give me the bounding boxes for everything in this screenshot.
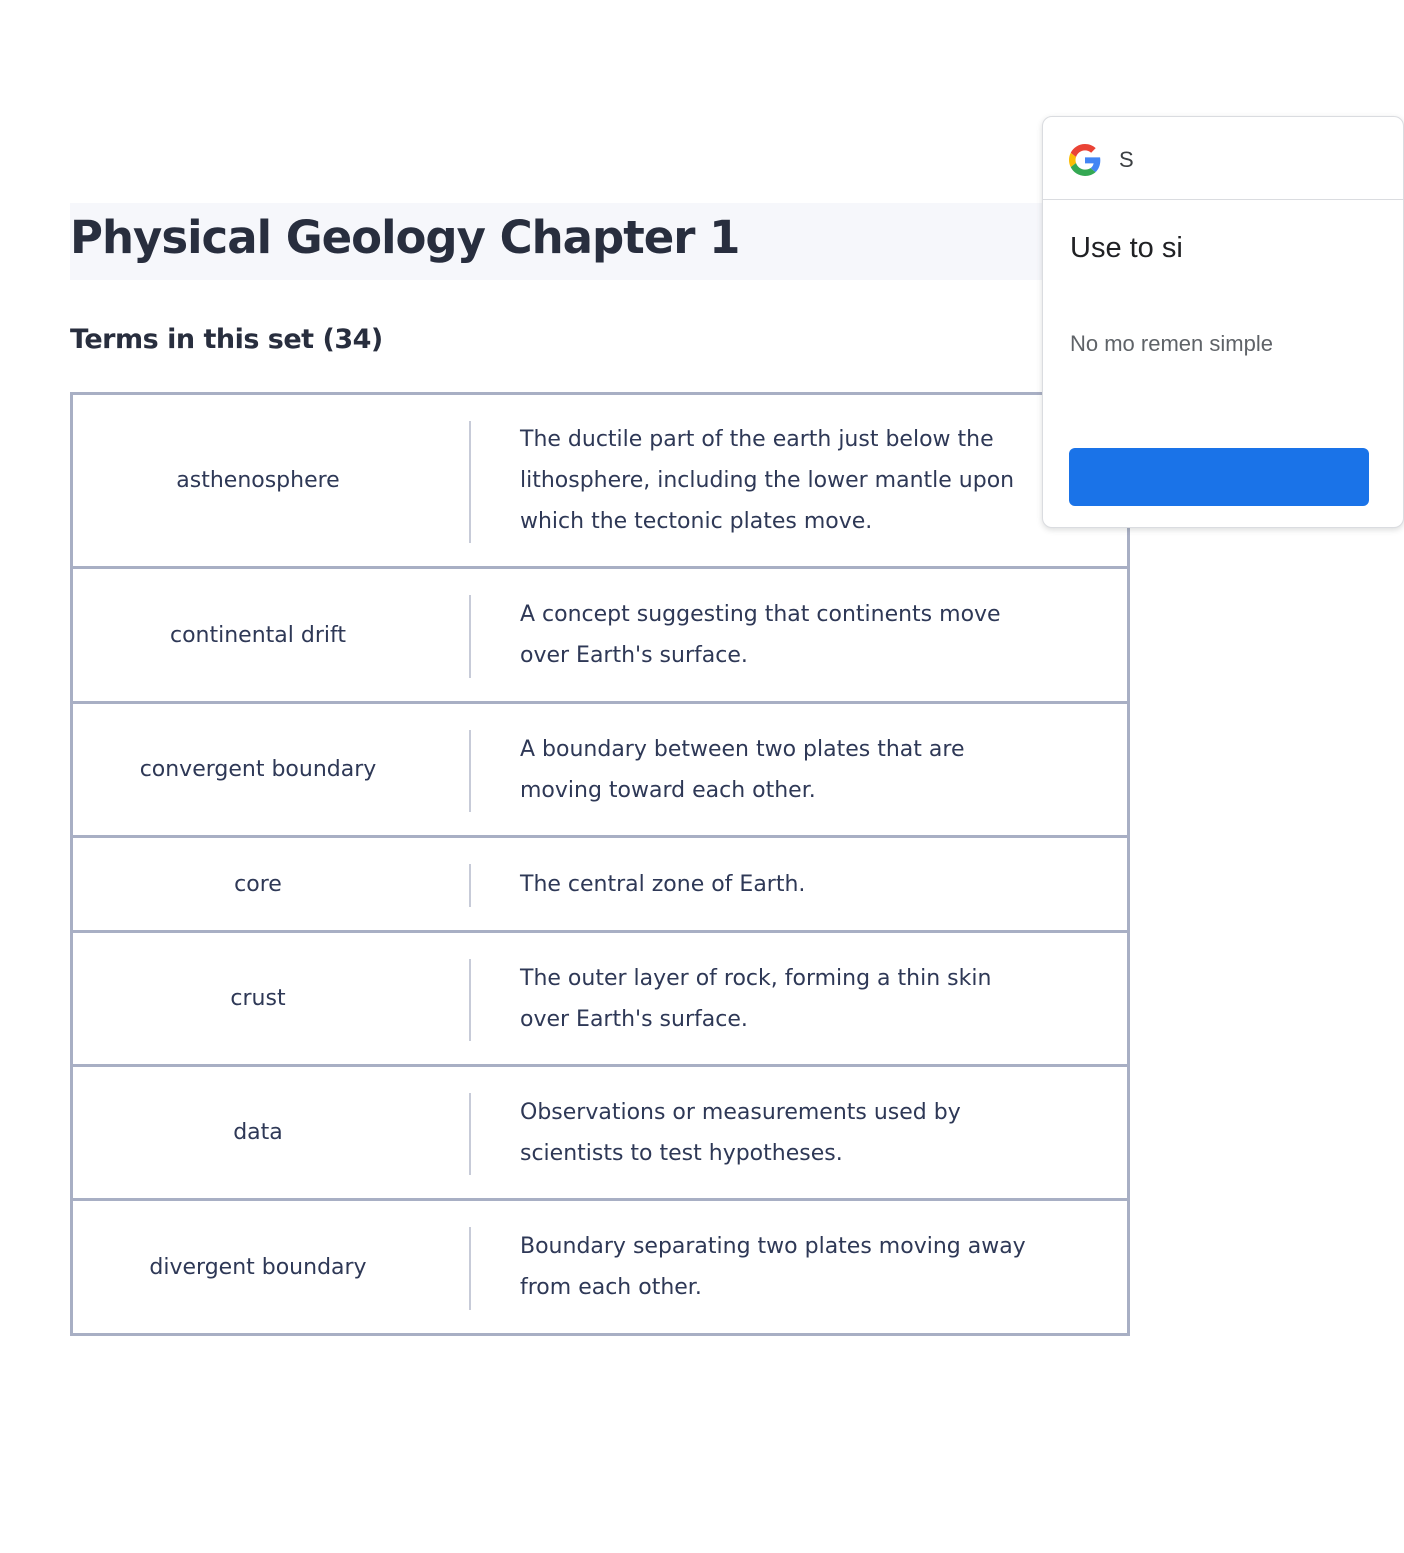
- term-word: core: [234, 871, 282, 897]
- term-row[interactable]: [70, 1064, 1130, 1201]
- terms-heading: Terms in this set (34): [70, 324, 383, 355]
- term-divider: [469, 864, 471, 907]
- google-popup-header-text: S: [1119, 147, 1134, 172]
- google-continue-button[interactable]: [1069, 448, 1369, 506]
- page-title: Physical Geology Chapter 1: [70, 211, 740, 264]
- term-row[interactable]: [70, 392, 1130, 569]
- term-divider: [469, 421, 471, 543]
- term-definition: Boundary separating two plates moving away from each other.: [520, 1234, 1026, 1300]
- google-popup-body: No mo remen simple: [1070, 331, 1273, 356]
- term-divider: [469, 595, 471, 678]
- term-word: data: [233, 1120, 283, 1145]
- google-logo-icon: [1069, 144, 1101, 176]
- term-definition: A boundary between two plates that are moving toward each other.: [520, 736, 965, 803]
- term-word: convergent boundary: [139, 757, 377, 782]
- term-divider: [469, 959, 471, 1041]
- term-definition: Observations or measurements used by scientists to test hypotheses.: [520, 1099, 961, 1166]
- term-row[interactable]: [70, 835, 1130, 933]
- term-divider: [469, 730, 471, 812]
- term-row[interactable]: [70, 566, 1130, 704]
- term-row[interactable]: [70, 930, 1130, 1067]
- term-definition: The central zone of Earth.: [520, 871, 806, 897]
- term-row[interactable]: [70, 1198, 1130, 1336]
- google-popup-header: [1043, 117, 1403, 200]
- term-definition: A concept suggesting that continents move over Earth's surface.: [520, 602, 1001, 668]
- term-definition: The ductile part of the earth just below the lithosphere, including the lower mantle upon which the tectonic plates move.: [520, 427, 1015, 534]
- term-definition: The outer layer of rock, forming a thin skin over Earth's surface.: [520, 965, 992, 1032]
- google-popup-title: Use to si: [1070, 232, 1183, 264]
- term-word: asthenosphere: [176, 468, 340, 493]
- term-divider: [469, 1227, 471, 1310]
- terms-list: [70, 392, 1130, 1336]
- term-word: continental drift: [170, 622, 346, 648]
- term-word: crust: [230, 986, 286, 1011]
- google-signin-popup-viewport: [1042, 116, 1273, 530]
- term-row[interactable]: [70, 701, 1130, 838]
- term-word: divergent boundary: [149, 1254, 367, 1280]
- google-signin-popup[interactable]: [1042, 116, 1404, 528]
- term-divider: [469, 1093, 471, 1175]
